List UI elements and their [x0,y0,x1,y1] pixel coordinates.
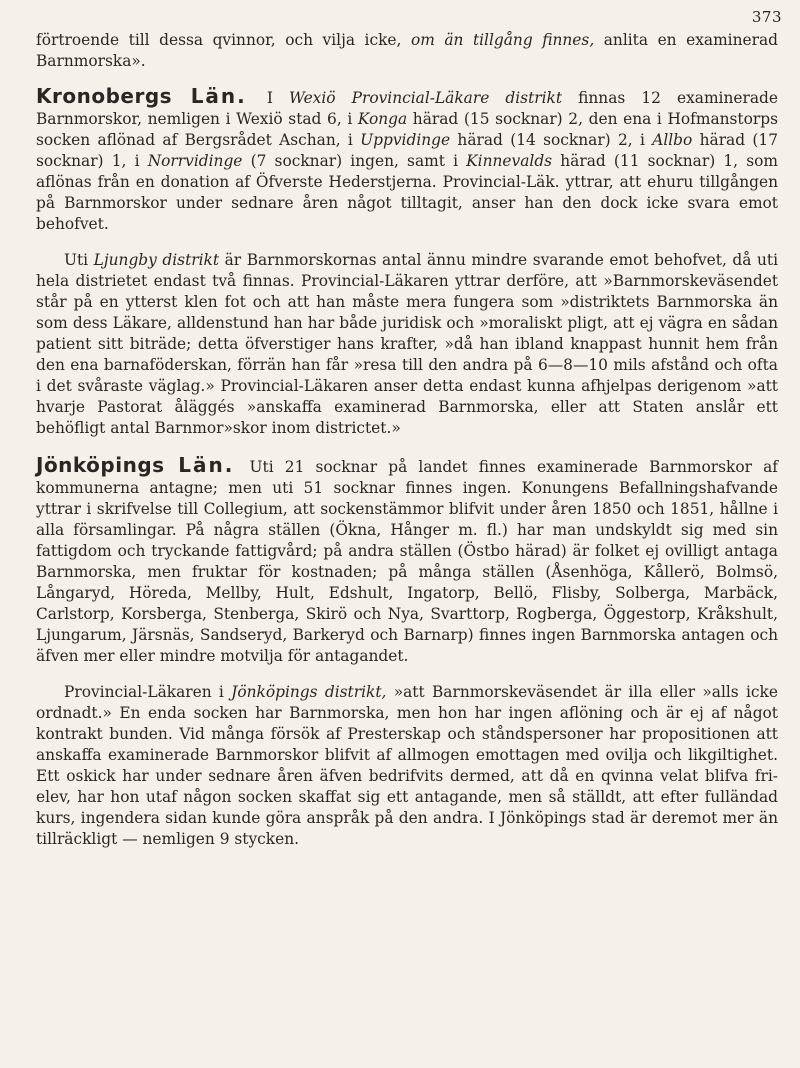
kronoberg-district-name: Wexiö Provincial-Läkare distrikt [289,89,563,107]
kronoberg-heading-name: Kronobergs [36,84,173,108]
ljungby-district-name: Ljungby distrikt [93,251,220,270]
page-number: 373 [751,8,782,26]
kronoberg-text: finnas 12 examinerade Barnmorskor, nemligen i Wexiö stad 6, i [36,89,778,128]
jonkoping-heading [36,453,234,477]
kronoberg-harad-name: Uppvidinge [360,131,451,149]
kronoberg-heading [36,84,247,108]
kronoberg-harad-name: Kinnevalds [466,152,553,170]
kronoberg-text: härad (14 socknar) 2, i [450,131,653,149]
kronoberg-text: härad (17 socknar) 1, i [36,131,778,170]
kronoberg-heading-lan: Län. [190,84,247,108]
jonkoping-section [36,452,778,667]
jonkoping-district-paragraph [36,682,778,850]
kronoberg-text: (7 socknar) ingen, samt i [242,152,467,170]
kronoberg-section [36,86,778,235]
intro-italic: om än tillgång finnes, [410,31,595,49]
intro-paragraph [36,30,778,72]
jonkoping-heading-lan: Län. [178,452,235,477]
kronoberg-text: härad (11 socknar) 1, som aflönas från en donation af Öfverste Hederstjerna. Provincial-Läk. yttrar, att ehuru tillgången på Barnmorskor under sednare åren något tilltagit, anser han den dock icke svara emot behofvet. [36,152,778,233]
ljungby-text: Uti [64,251,94,270]
jonkoping-heading-name: Jönköpings [36,452,165,477]
kronoberg-text: I [250,89,289,107]
kronoberg-harad-name: Konga [357,110,408,128]
jonkoping-district-name: Jönköpings distrikt, [231,683,387,702]
ljungby-text: är Barnmorskornas antal ännu mindre svarande emot behofvet, då uti hela distrietet endast två finnas. Provincial-Läkaren yttrar derföre, att »Barnmorskeväsendet står på en ytterst klen fot och att han måste mera fungera som »distriktets Barnmorska än som dess Läkare, alldenstund han har både juridisk och »moraliskt pligt, att ej vägra en sådan patient sitt biträde; detta öfverstiger hans krafter, »då han ibland knappast hunnit hem från den ena barnaföderskan, förrän han får »resa till den andra på 6—8—10 mils afstånd och ofta i det svåraste väglag.» Provincial-Läkaren anser detta endast kunna afhjelpas derigenom »att hvarje Pastorat åläggés »anskaffa examinerad Barnmorska, eller att Staten anslår ett behöfligt antal Barnmor»skor inom districtet.» [36,251,778,438]
intro-text: förtroende till dessa qvinnor, och vilja icke, [36,31,411,49]
kronoberg-harad-name: Allbo [652,131,693,149]
kronoberg-text: härad (15 socknar) 2, den ena i Hofmanstorps socken aflönad af Bergsrådet Aschan, i [36,110,778,149]
ljungby-paragraph [36,250,778,439]
intro-text-end: anlita en examinerad Barnmorska». [36,31,778,70]
jonkoping-text: Uti 21 socknar på landet finnes examinerade Barnmorskor af kommunerna antagne; men uti 51 socknar finnes ingen. Konungens Befallningshafvande yttrar i skrifvelse till Collegium, att sockenstämmor blifvit under åren 1850 och 1851, hållne i alla församlingar. På några ställen (Ökna, Hånger m. fl.) har man undskyldt sig med sin fattigdom och tryckande fattigvård; på andra ställen (Östbo härad) är folket ej ovilligt antaga Barnmorska, men fruktar för kostnaden; på många ställen (Åsenhöga, Kållerö, Bolmsö, Långaryd, Höreda, Mellby, Hult, Edshult, Ingatorp, Bellö, Flisby, Solberga, Marbäck, Carlstorp, Korsberga, Stenberga, Skirö och Nya, Svarttorp, Rogberga, Öggestorp, Kråkshult, Ljungarum, Järsnäs, Sandseryd, Barkeryd och Barnarp) finnes ingen Barnmorska antagen och äfven mer eller mindre motvilja för antagandet. [36,457,778,665]
kronoberg-harad-name: Norrvidinge [147,152,243,170]
jonkoping-district-text: »att Barnmorskeväsendet är illa eller »alls icke ordnadt.» En enda socken har Barnmorska, men hon har ingen aflöning och är ej af något kontrakt bunden. Vid många försök af Presterskap och ståndspersoner har propositionen att anskaffa examinerade Barnmorskor blifvit af allmogen emottagen med ovilja och likgiltighet. Ett oskick har under sednare åren äfven bedrifvits dermed, att då en qvinna velat blifva fri-elev, har hon utaf någon socken skaffat sig ett antagande, men så ställdt, att efter fulländad kurs, ingendera sidan kunde göra anspråk på den andra. I Jönköpings stad är deremot mer än tillräckligt — nemligen 9 stycken. [36,683,778,849]
jonkoping-district-text: Provincial-Läkaren i [64,683,232,702]
